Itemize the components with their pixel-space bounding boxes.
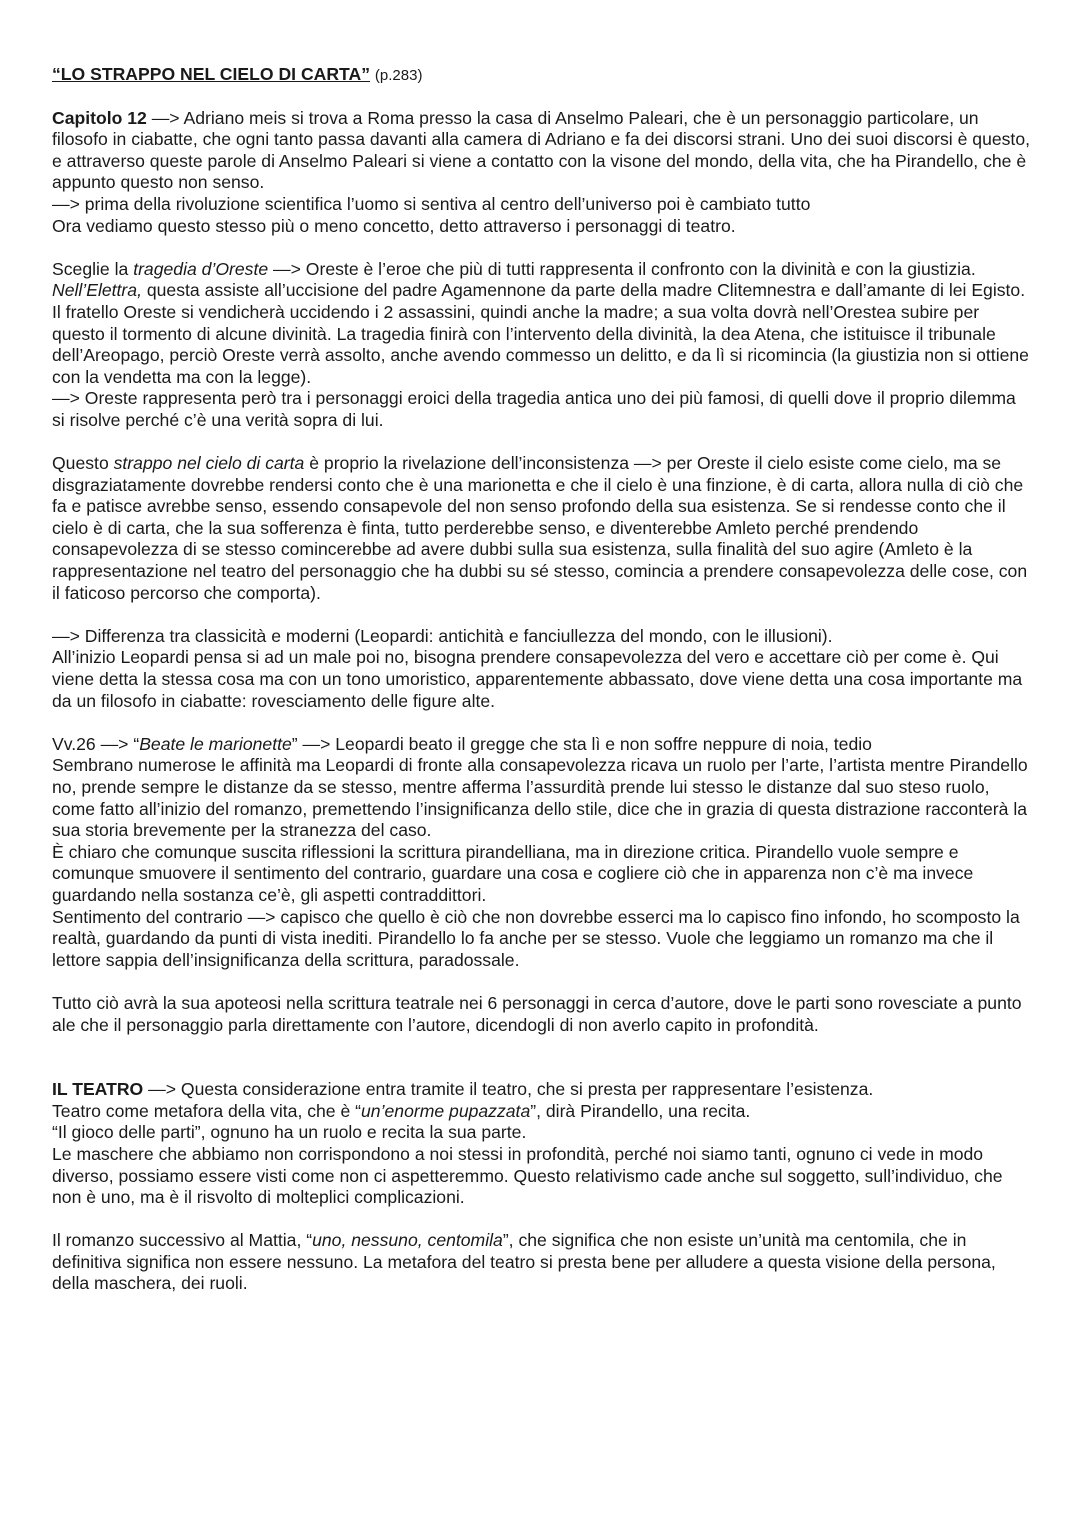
paragraph-romanzo-successivo [52, 1230, 1030, 1295]
italic-run: Beate le marionette [139, 733, 292, 754]
text-run: Il romanzo successivo al Mattia, “ [52, 1230, 313, 1251]
text-run: Teatro come metafora della vita, che è “ [52, 1100, 362, 1121]
text-run: questa assiste all’uccisione del padre Agamennone da parte della madre Clitemnestra e dall’amante di lei Egisto. Il fratello Oreste si vendicherà uccidendo i 2 assassini, quindi anche la madre; a sua volta dovrà nell’Orestea subire per questo il tormento di alcune divinità. La tragedia finirà con l’intervento della divinità, la dea Atena, che istituisce il tribunale dell’Areopago, perciò Oreste verrà assolto, anche avendo commesso un delitto, e da lì si ricomincia (la giustizia non si ottiene con la vendetta ma con la legge). [52, 280, 1029, 387]
paragraph-oreste [52, 259, 1030, 432]
page-reference: (p.283) [374, 67, 423, 84]
text-run: Sceglie la [52, 258, 134, 279]
italic-run: un’enorme pupazzata [361, 1100, 531, 1121]
text-run: —> prima della rivoluzione scientifica l’uomo si sentiva al centro dell’universo poi è cambiato tutto [52, 193, 811, 214]
text-run: è proprio la rivelazione dell’inconsistenza —> per Oreste il cielo esiste come cielo, ma se disgraziatamente dovrebbe rendersi conto che è una marionetta e che il cielo è una finzione, è di carta, allora nulla di ciò che fa e patisce avrebbe senso, essendo consapevole del non senso profondo della sua esistenza. Se si rendesse conto che il cielo è di carta, che la sua sofferenza è finta, tutto perderebbe senso, e diventerebbe Amleto perché prendendo consapevolezza di se stesso comincerebbe ad avere dubbi sulla sua esistenza, sulla finalità del suo agire (Amleto è la rappresentazione nel teatro del personaggio che ha dubbi su sé stesso, comincia a prendere consapevolezza delle cose, con il faticoso percorso che comporta). [52, 453, 1028, 603]
paragraph-il-teatro [52, 1079, 1030, 1209]
paragraph-capitolo-12 [52, 108, 1030, 238]
text-run: ” —> Leopardi beato il gregge che sta lì e non soffre neppure di noia, tedio [291, 733, 872, 754]
text-run: All’inizio Leopardi pensa si ad un male poi no, bisogna prendere consapevolezza del vero e accettare ciò per come è. Qui viene detta la stessa cosa ma con un tono umoristico, apparentemente abbassato, dove viene detta una cosa importante ma da un filosofo in ciabatte: rovesciamento delle figure alte. [52, 647, 1023, 711]
text-run: —> Oreste è l’eroe che più di tutti rappresenta il confronto con la divinità e con la giustizia. [268, 258, 976, 279]
title-line [52, 64, 1030, 87]
paragraph-strappo [52, 453, 1030, 604]
text-run: Vv.26 —> “ [52, 733, 140, 754]
text-run: —> Adriano meis si trova a Roma presso la casa di Anselmo Paleari, che è un personaggio particolare, un filosofo in ciabatte, che ogni tanto passa davanti alla camera di Adriano e fa dei discorsi strani. Uno dei suoi discorsi è questo, e attraverso queste parole di Anselmo Paleari si viene a contatto con la visone del mondo, della vita, che ha Pirandello, che è appunto questo non senso. [52, 107, 1030, 193]
text-run: Questo [52, 453, 114, 474]
italic-run: tragedia d’Oreste [133, 258, 269, 279]
italic-run: Nell’Elettra, [52, 280, 142, 301]
text-run: È chiaro che comunque suscita riflessioni la scrittura pirandelliana, ma in direzione critica. Pirandello vuole sempre e comunque smuovere il sentimento del contrario, guardare una cosa e cogliere ciò che in apparenza non c’è ma invece guardando nella sostanza ce’è, gli aspetti contraddittori. [52, 841, 974, 905]
text-run: “Il gioco delle parti”, ognuno ha un ruolo e recita la sua parte. [52, 1122, 527, 1143]
text-run: —> Oreste rappresenta però tra i personaggi eroici della tragedia antica uno dei più famosi, di quelli dove il proprio dilemma si risolve perché c’è una verità sopra di lui. [52, 388, 1016, 430]
paragraph-apoteosi: Tutto ciò avrà la sua apoteosi nella scrittura teatrale nei 6 personaggi in cerca d’autore, dove le parti sono rovesciate a punto ale che il personaggio parla direttamente con l’autore, dicendogli di non averlo capito in profondità. [52, 992, 1022, 1035]
section-heading: IL TEATRO [52, 1079, 144, 1100]
italic-run: uno, nessuno, centomila [312, 1230, 503, 1251]
text-run: Sembrano numerose le affinità ma Leopardi di fronte alla consapevolezza ricava un ruolo per l’arte, l’artista mentre Pirandello no, prende sempre le distanze da se stesso, mentre afferma l’assurdità prende lui stesso le distanze dal suo steso ruolo, come fatto all’inizio del romanzo, premettendo l’insignificanza dello stile, dice che in grazia di questa distrazione racconterà la sua storia brevemente per la stranezza del caso. [52, 755, 1028, 841]
paragraph-marionette [52, 734, 1030, 972]
paragraph-classicita [52, 626, 1030, 712]
document-title: “LO STRAPPO NEL CIELO DI CARTA” [52, 64, 371, 84]
text-run: Ora vediamo questo stesso più o meno concetto, detto attraverso i personaggi di teatro. [52, 215, 736, 236]
text-run: Sentimento del contrario —> capisco che quello è ciò che non dovrebbe esserci ma lo capisco fino infondo, ho scomposto la realtà, guardando da punti di vista inediti. Pirandello lo fa anche per se stesso. Vuole che leggiamo un romanzo ma che il lettore sappia dell’insignificanza della scrittura, paradossale. [52, 906, 1020, 970]
text-run: —> Differenza tra classicità e moderni (Leopardi: antichità e fanciullezza del mondo, con le illusioni). [52, 625, 833, 646]
italic-run: strappo nel cielo di carta [113, 453, 305, 474]
text-run: ”, che significa che non esiste un’unità ma centomila, che in definitiva significa non essere nessuno. La metafora del teatro si presta bene per alludere a questa visione della persona, della maschera, dei ruoli. [52, 1230, 996, 1294]
chapter-heading: Capitolo 12 [52, 107, 147, 128]
text-run: Le maschere che abbiamo non corrispondono a noi stessi in profondità, perché noi siamo tanti, ognuno ci vede in modo diverso, possiamo essere visti come non ci aspetteremmo. Questo relativismo cade anche sul soggetto, sull’individuo, che non è uno, ma è il risvolto di molteplici complicazioni. [52, 1143, 1003, 1208]
text-run: —> Questa considerazione entra tramite il teatro, che si presta per rappresentare l’esistenza. [143, 1079, 874, 1100]
text-run: ”, dirà Pirandello, una recita. [530, 1100, 751, 1121]
